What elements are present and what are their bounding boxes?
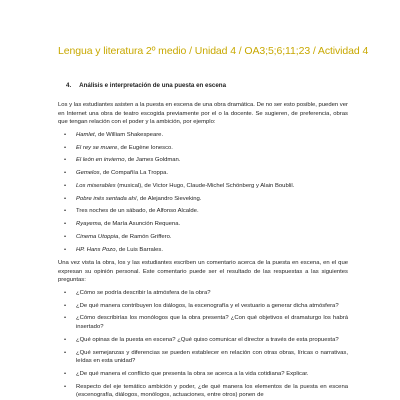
work-details: Tres noches de un sábado, de Alfonso Alcalde.	[76, 208, 199, 215]
work-title: Hamlet	[76, 131, 95, 138]
list-item	[58, 314, 348, 331]
question-text: ¿De qué manera el conflicto que presenta la obra se acerca a la vida cotidiana? Explicar.	[76, 370, 309, 377]
bullet-icon: •	[64, 370, 67, 377]
work-details: , de William Shakespeare.	[94, 131, 164, 138]
section-number: 4.	[66, 82, 72, 89]
work-details: , de James Goldman.	[124, 157, 181, 164]
list-item	[58, 349, 348, 366]
work-title: Cinema Utoppia	[76, 234, 119, 241]
list-item	[58, 246, 348, 255]
work-title: Pobre inés sentada ahí	[76, 195, 137, 202]
question-text: ¿De qué manera contribuyen los diálogos, la escenografía y el vestuario a generar dicha atmósfera?	[76, 302, 339, 309]
list-item	[58, 383, 348, 400]
suggested-works-list	[58, 131, 348, 255]
work-title: Gemelos	[76, 170, 100, 177]
question-text: ¿Cómo describirías los monólogos que la obra presenta? ¿Con qué objetivos el dramaturgo los habrá insertado?	[76, 315, 348, 330]
bullet-icon: •	[64, 157, 67, 164]
bullet-icon: •	[64, 302, 67, 309]
bullet-icon: •	[64, 131, 67, 138]
work-title: Ryayema	[76, 221, 101, 228]
section-heading	[66, 82, 226, 89]
list-item	[58, 336, 348, 345]
list-item	[58, 370, 348, 379]
intro-paragraph: Los y las estudiantes asisten a la puesta en escena de una obra dramática. De no ser esto posible, pueden ver en Internet una obra de teatro escogida previamente por el o la docente. Se sugieren, de preferencia, obras que tengan relación con el poder y la ambición, por ejemplo:	[58, 102, 348, 126]
list-item	[58, 289, 348, 298]
questions-list	[58, 289, 348, 400]
work-title: El rey se muere	[76, 144, 118, 151]
bullet-icon: •	[64, 246, 67, 253]
bullet-icon: •	[64, 349, 67, 356]
list-item	[58, 131, 348, 140]
question-text: Respecto del eje temático ambición y poder, ¿de qué manera los elementos de la puesta en escena (escenografía, diálogos, monólogos, actuaciones, entre otros) ponen de	[76, 383, 348, 399]
bullet-icon: •	[64, 144, 67, 151]
document-body	[58, 101, 348, 400]
question-text: ¿Qué semejanzas y diferencias se pueden establecer en relación con otras obras, líricas o narrativas, leídas en esta unidad?	[76, 349, 348, 365]
bullet-icon: •	[64, 208, 67, 215]
work-details: , de Compañía La Troppa.	[99, 170, 169, 177]
work-details: , de Eugène Ionesco.	[117, 144, 173, 151]
question-text: ¿Qué opinas de la puesta en escena? ¿Qué quiso comunicar el director a través de esta propuesta?	[76, 336, 339, 343]
list-item	[58, 182, 348, 191]
section-title: Análisis e interpretación de una puesta en escena	[79, 82, 227, 89]
bullet-icon: •	[64, 336, 67, 343]
work-title: Los miserables	[76, 182, 116, 189]
bullet-icon: •	[64, 289, 67, 296]
list-item	[58, 144, 348, 153]
work-title: HP. Hans Pozo	[76, 246, 116, 253]
list-item	[58, 302, 348, 311]
list-item	[58, 207, 348, 216]
page-header: Lengua y literatura 2º medio / Unidad 4 / OA3;5;6;11;23 / Actividad 4	[58, 45, 369, 57]
list-item	[58, 233, 348, 242]
instructions-paragraph: Una vez vista la obra, los y las estudiantes escriben un comentario acerca de la puesta en escena, en el que expresan su opinión personal. Este comentario puede ser el resultado de las respuestas a las siguientes preguntas:	[58, 260, 348, 284]
work-details: , de Alejandro Sieveking.	[136, 195, 202, 202]
work-details: , de Ramón Griffero.	[118, 234, 172, 241]
list-item	[58, 156, 348, 165]
work-details: , de María Asunción Requena.	[100, 221, 181, 228]
work-details: , de Luis Barrales.	[115, 246, 163, 253]
bullet-icon: •	[64, 315, 67, 322]
bullet-icon: •	[64, 383, 67, 390]
list-item	[58, 195, 348, 204]
list-item	[58, 169, 348, 178]
work-title: El león en invierno	[76, 157, 125, 164]
bullet-icon: •	[64, 170, 67, 177]
work-details: (musical), de Victor Hugo, Claude-Michel Schönberg y Alain Boublil.	[115, 182, 295, 189]
bullet-icon: •	[64, 195, 67, 202]
question-text: ¿Cómo se podría describir la atmósfera de la obra?	[76, 289, 211, 296]
bullet-icon: •	[64, 182, 67, 189]
list-item	[58, 220, 348, 229]
bullet-icon: •	[64, 234, 67, 241]
bullet-icon: •	[64, 221, 67, 228]
